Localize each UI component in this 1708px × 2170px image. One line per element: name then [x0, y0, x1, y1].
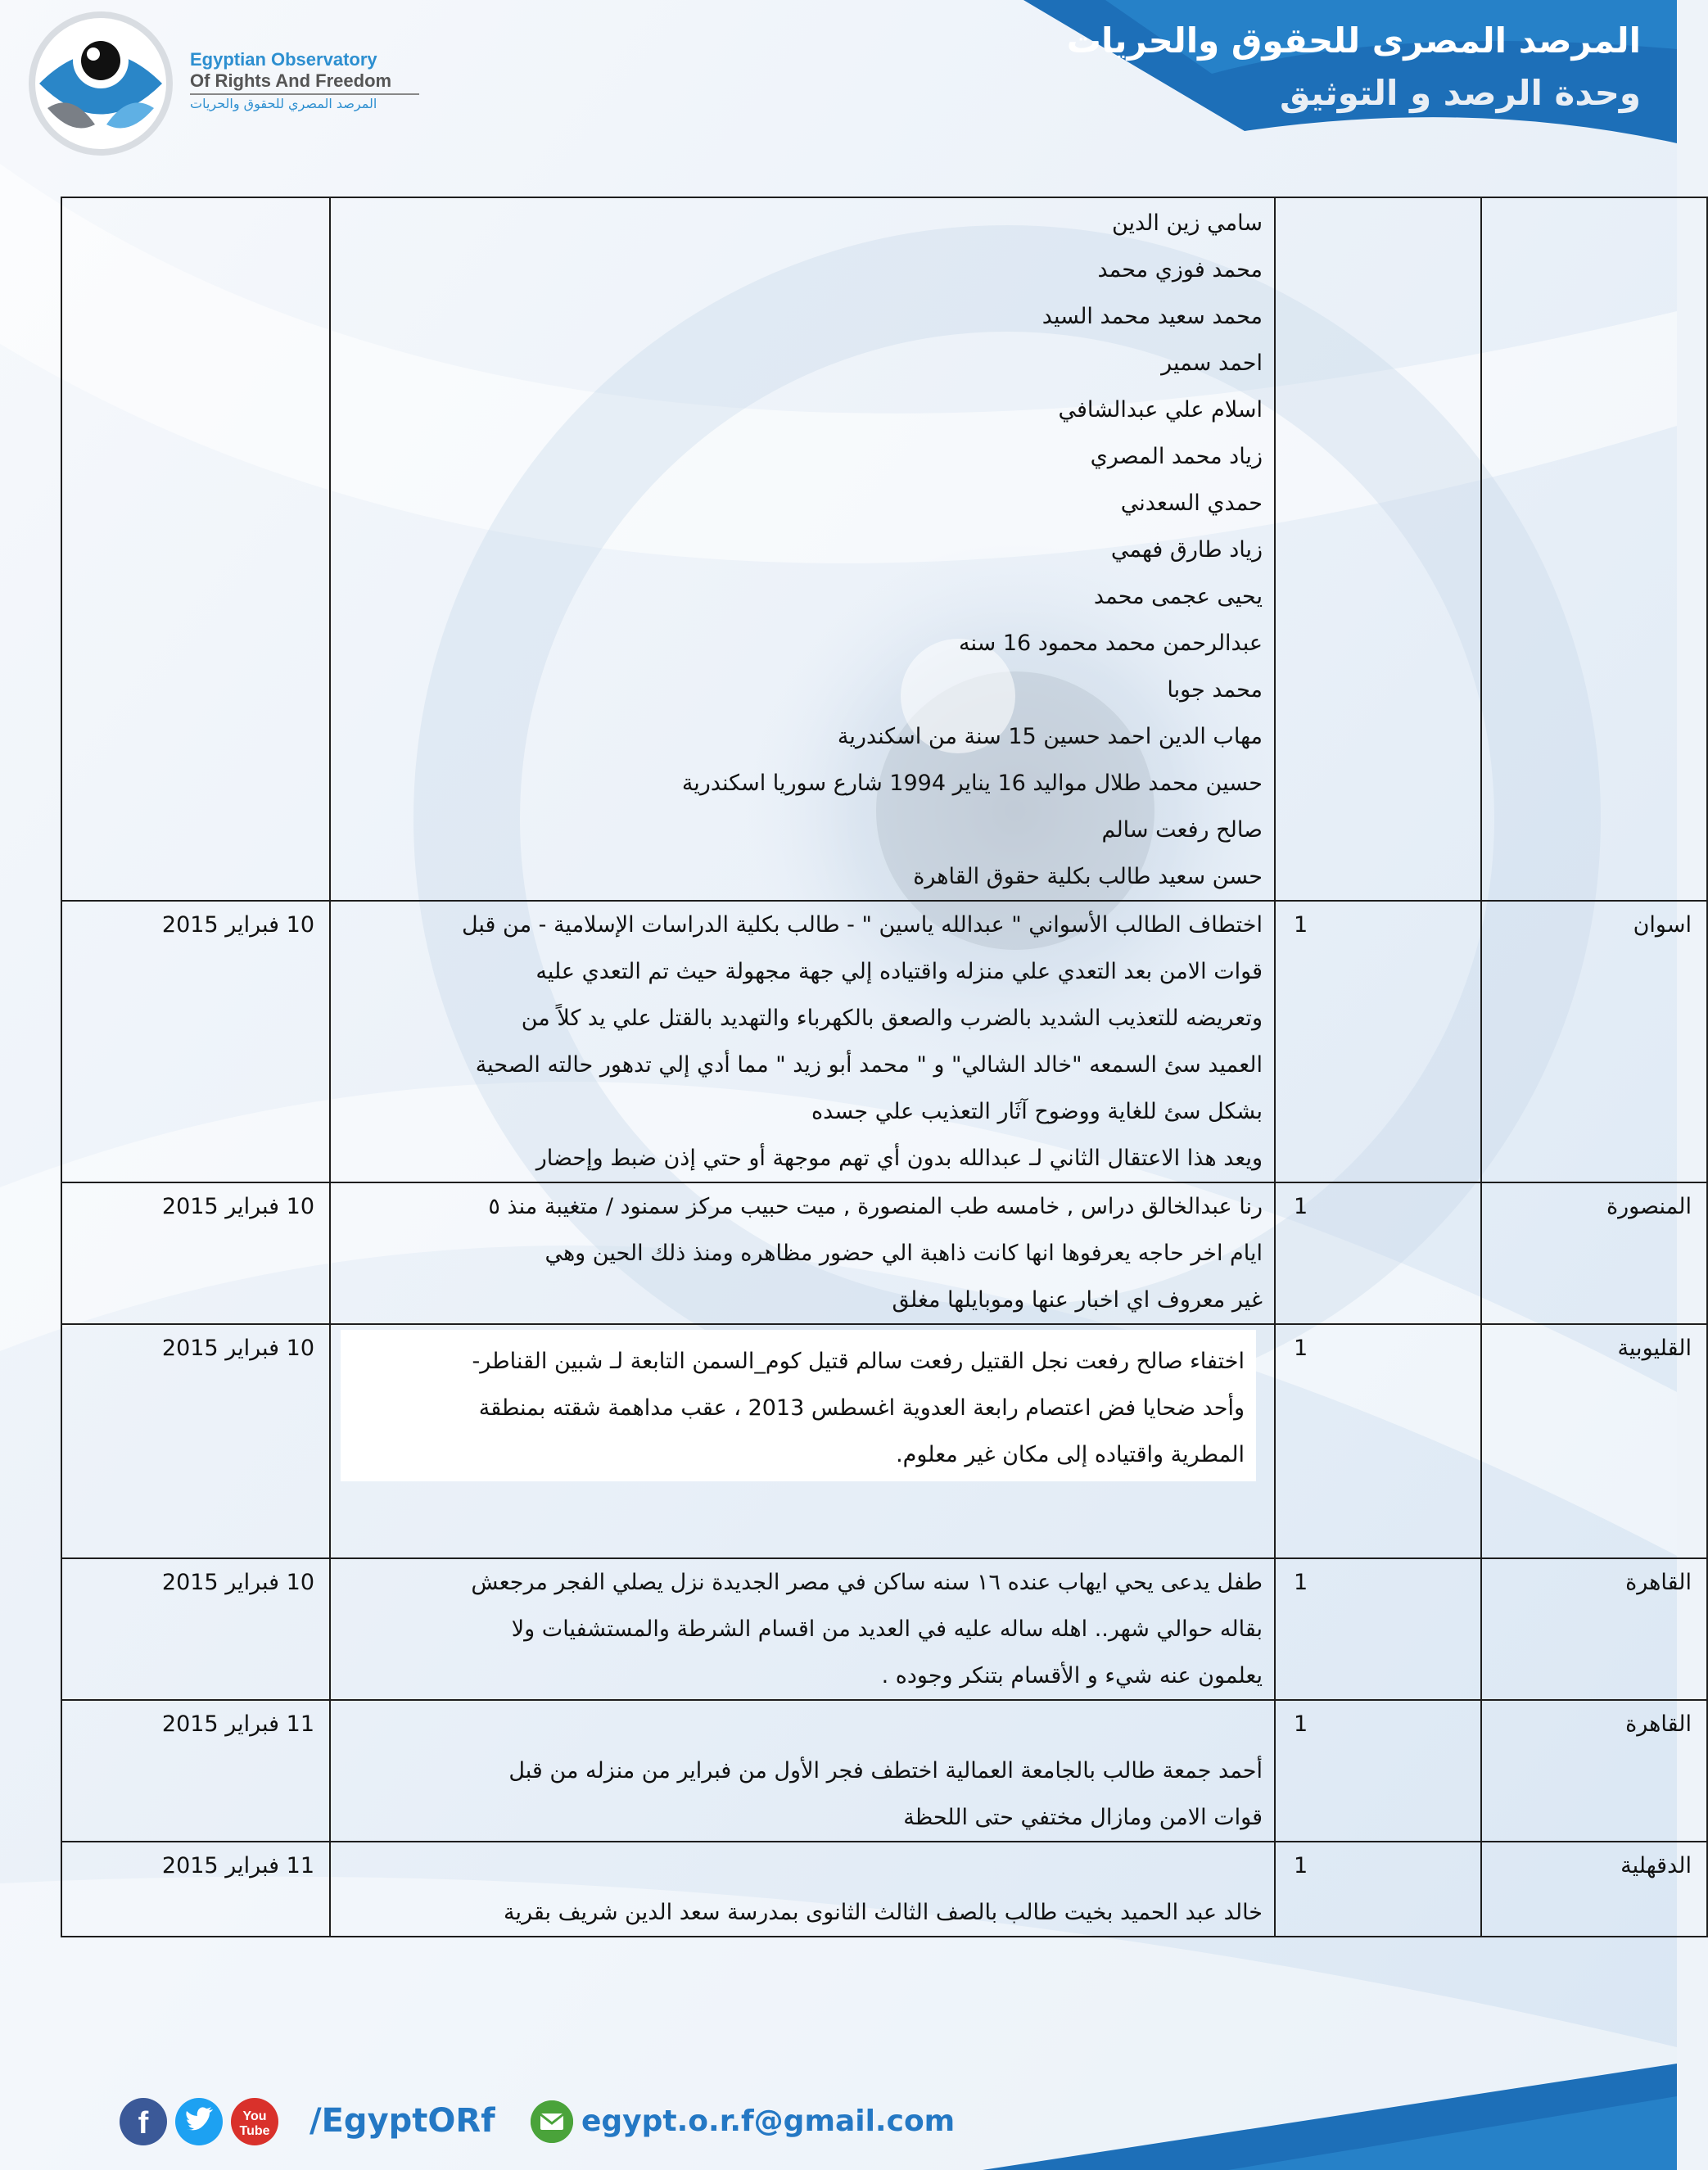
unit-name: وحدة الرصد و التوثيق [1280, 73, 1641, 113]
logo-line-3: المرصد المصري للحقوق والحريات [190, 96, 377, 111]
description-line: قوات الامن بعد التعدي علي منزله واقتياده إلي جهة مجهولة حيث تم التعدي عليه [535, 959, 1263, 984]
mail-icon [531, 2100, 573, 2143]
date-cell: 10 فبراير 2015 [61, 1558, 330, 1700]
count-cell: 1 [1275, 1558, 1481, 1700]
description-line: أحمد جمعة طالب بالجامعة العمالية اختطف فجر الأول من فبراير من منزله من قبل [508, 1758, 1263, 1783]
description-cell [330, 1558, 1275, 1700]
name-line: احمد سمير [1161, 350, 1263, 376]
twitter-icon[interactable] [175, 2098, 223, 2145]
count-cell: 1 [1275, 901, 1481, 1182]
governorate-cell [1481, 197, 1707, 901]
description-line: اختفاء صالح رفعت نجل القتيل رفعت سالم قتيل كوم_السمن التابعة لـ شبين القناطر- [472, 1349, 1245, 1374]
governorate-cell: القاهرة [1481, 1700, 1707, 1842]
name-line: سامي زين الدين [1111, 210, 1263, 236]
name-line: عبدالرحمن محمد محمود 16 سنه [958, 631, 1263, 656]
name-line: حمدي السعدني [1120, 491, 1263, 516]
description-line: بقاله حوالي شهر.. اهله ساله عليه في العديد من اقسام الشرطة والمستشفيات ولا [511, 1616, 1263, 1642]
date-cell: 10 فبراير 2015 [61, 1182, 330, 1324]
table-row [61, 1842, 1707, 1937]
table-row [61, 901, 1707, 1182]
email-link[interactable]: egypt.o.r.f@gmail.com [581, 2104, 956, 2138]
date-cell: 11 فبراير 2015 [61, 1842, 330, 1937]
governorate-cell: القاهرة [1481, 1558, 1707, 1700]
organization-name: المرصد المصرى للحقوق والحريات [1066, 20, 1641, 61]
description-line: بشكل سئ للغاية ووضوح آثَار التعذيب علي جسده [811, 1099, 1263, 1124]
description-cell [330, 1324, 1275, 1558]
date-cell: 10 فبراير 2015 [61, 901, 330, 1182]
logo-line-2: Of Rights And Freedom [190, 70, 419, 95]
names-cell [330, 197, 1275, 901]
facebook-icon-label: f [138, 2106, 149, 2141]
description-cell [330, 1182, 1275, 1324]
count-cell: 1 [1275, 1182, 1481, 1324]
spacer-line [341, 1842, 1263, 1889]
name-line: اسلام علي عبدالشافي [1058, 397, 1263, 423]
description-line: قوات الامن ومازال مختفي حتى اللحظة [903, 1805, 1263, 1830]
description-line: طفل يدعى يحي ايهاب عنده ١٦ سنه ساكن في مصر الجديدة نزل يصلي الفجر مرجعش [471, 1570, 1263, 1595]
social-handle-link[interactable]: /EgyptORf [310, 2102, 495, 2140]
table-row [61, 1700, 1707, 1842]
count-cell: 1 [1275, 1700, 1481, 1842]
table-row-continued [61, 197, 1707, 901]
date-cell: 11 فبراير 2015 [61, 1700, 330, 1842]
description-line: العميد سئ السمعه "خالد الشالي" و " محمد أبو زيد " مما أدي إلي تدهور حالته الصحية [475, 1052, 1263, 1078]
count-cell: 1 [1275, 1842, 1481, 1937]
governorate-cell: القليوبية [1481, 1324, 1707, 1558]
page-header [0, 0, 1677, 164]
name-line: محمد فوزي محمد [1097, 257, 1263, 283]
table-row [61, 1182, 1707, 1324]
count-cell [1275, 197, 1481, 901]
description-cell [330, 901, 1275, 1182]
description-cell [330, 1842, 1275, 1937]
governorate-cell: الدقهلية [1481, 1842, 1707, 1937]
name-line: زياد طارق فهمي [1110, 537, 1263, 563]
name-line: صالح رفعت سالم [1101, 817, 1263, 843]
description-cell [330, 1700, 1275, 1842]
logo-text [190, 49, 419, 113]
description-line: وتعريضه للتعذيب الشديد بالضرب والصعق بالكهرباء والتهديد بالقتل علي يد كلاً من [521, 1006, 1263, 1031]
description-line: اختطاف الطالب الأسواني " عبدالله ياسين " - طالب بكلية الدراسات الإسلامية - من قبل [461, 912, 1263, 938]
description-line: المطرية واقتياده إلى مكان غير معلوم. [896, 1442, 1245, 1467]
name-line: مهاب الدين احمد حسين 15 سنة من اسكندرية [837, 724, 1263, 749]
logo-line-1: Egyptian Observatory [190, 49, 377, 70]
name-line: حسن سعيد طالب بكلية حقوق القاهرة [913, 864, 1263, 889]
svg-text:Tube: Tube [239, 2124, 270, 2138]
table-row [61, 1324, 1707, 1558]
description-line: وأحد ضحايا فض اعتصام رابعة العدوية اغسطس 2013 ، عقب مداهمة شقته بمنطقة [478, 1395, 1245, 1421]
governorate-cell: المنصورة [1481, 1182, 1707, 1324]
table-row [61, 1558, 1707, 1700]
disappearances-table [61, 197, 1708, 1937]
description-line: غير معروف اي اخبار عنها وموبايلها مغلق [892, 1287, 1263, 1313]
date-cell: 10 فبراير 2015 [61, 1324, 330, 1558]
spacer-line [341, 1701, 1263, 1747]
name-line: محمد جوبا [1167, 677, 1263, 703]
name-line: زياد محمد المصري [1090, 444, 1263, 469]
name-line: حسين محمد طلال مواليد 16 يناير 1994 شارع سوريا اسكندرية [681, 771, 1263, 796]
highlighted-description-box [341, 1330, 1256, 1481]
svg-text:You: You [242, 2109, 267, 2123]
description-line: خالد عبد الحميد بخيت طالب بالصف الثالث الثانوى بمدرسة سعد الدين شريف بقرية [503, 1900, 1263, 1925]
organization-logo [23, 10, 178, 157]
description-line: ويعد هذا الاعتقال الثاني لـ عبدالله بدون أي تهم موجهة أو حتي إذن ضبط وإحضار [535, 1146, 1263, 1171]
count-cell: 1 [1275, 1324, 1481, 1558]
name-line: يحيى عجمى محمد [1093, 584, 1263, 609]
date-cell [61, 197, 330, 901]
governorate-cell: اسوان [1481, 901, 1707, 1182]
youtube-icon[interactable] [231, 2098, 278, 2145]
name-line: محمد سعيد محمد السيد [1042, 304, 1263, 329]
facebook-icon[interactable] [120, 2098, 167, 2145]
description-line: رنا عبدالخالق دراس , خامسه طب المنصورة , ميت حبيب مركز سمنود / متغيبة منذ ٥ [488, 1194, 1263, 1219]
description-line: يعلمون عنه شيء و الأقسام بتنكر وجوده . [881, 1663, 1263, 1689]
description-line: ايام اخر حاجه يعرفوها انها كانت ذاهبة الي حضور مظاهره ومنذ ذلك الحين وهي [544, 1241, 1263, 1266]
